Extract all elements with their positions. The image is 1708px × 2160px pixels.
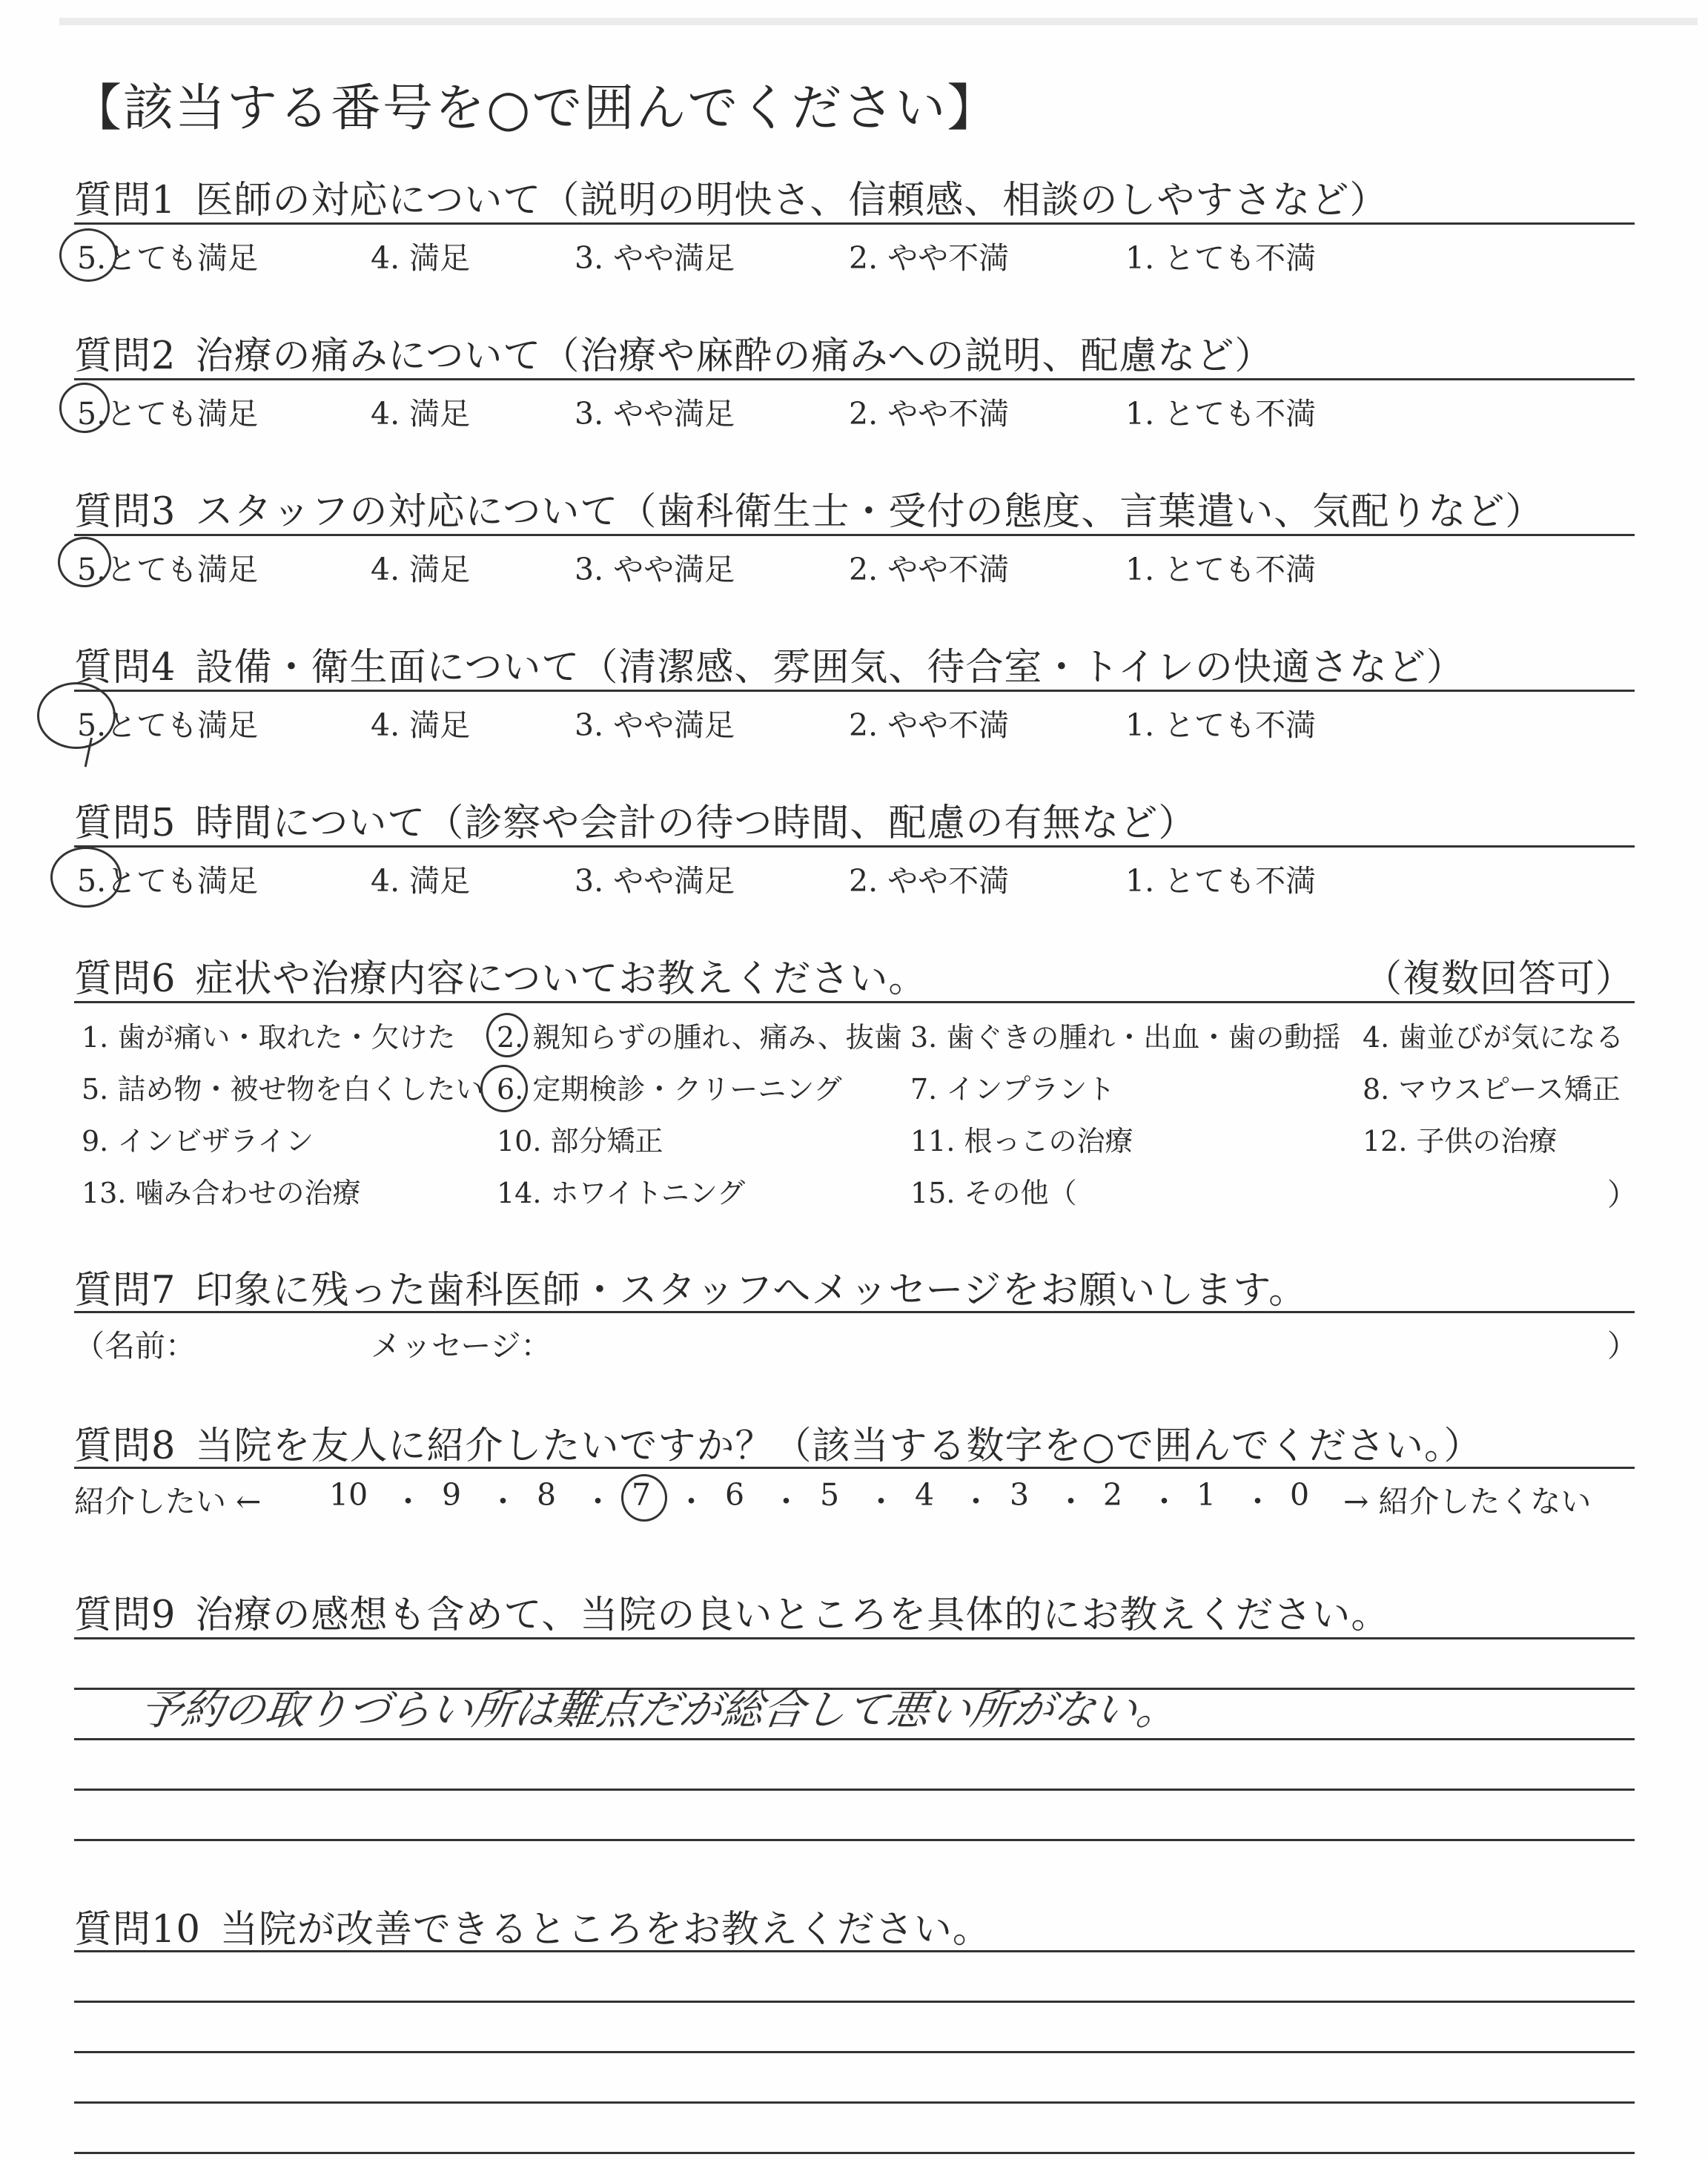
q8-dot: ・ bbox=[1056, 1484, 1086, 1519]
q2-option-4[interactable]: 4. 満足 bbox=[371, 396, 471, 432]
q10-line-2 bbox=[74, 2001, 1635, 2003]
q6-option-3[interactable]: 3. 歯ぐきの腫れ・出血・歯の動揺 bbox=[910, 1021, 1341, 1054]
q1-option-4[interactable]: 4. 満足 bbox=[371, 240, 471, 276]
question-1-title: 質問1 医師の対応について（説明の明快さ、信頼感、相談のしやすさなど） bbox=[74, 179, 1388, 222]
q8-scale-7[interactable]: 7 bbox=[632, 1477, 652, 1513]
q6-option-13[interactable]: 13. 噛み合わせの治療 bbox=[82, 1177, 361, 1209]
q6-option-6[interactable]: 6. 定期検診・クリーニング bbox=[497, 1073, 842, 1106]
q1-selection-circle bbox=[59, 228, 117, 282]
q6-option-9[interactable]: 9. インビザライン bbox=[82, 1125, 314, 1157]
q6-option-11[interactable]: 11. 根っこの治療 bbox=[910, 1125, 1133, 1157]
question-6-title: 質問6 症状や治療内容についてお教えください。 （複数回答可） bbox=[74, 948, 927, 1003]
question-4-title: 質問4 設備・衛生面について（清潔感、雰囲気、待合室・トイレの快適さなど） bbox=[74, 646, 1465, 690]
q6-option-8[interactable]: 8. マウスピース矯正 bbox=[1363, 1073, 1621, 1106]
q6-option-15[interactable]: 15. その他（ bbox=[910, 1177, 1077, 1209]
question-4-rule bbox=[74, 690, 1635, 692]
q8-dot: ・ bbox=[583, 1484, 613, 1519]
q10-line-1 bbox=[74, 1950, 1635, 1952]
q6-close-paren: ） bbox=[1607, 1177, 1638, 1212]
q4-selection-circle bbox=[37, 682, 116, 749]
q8-scale-5[interactable]: 5 bbox=[820, 1477, 840, 1513]
q5-option-3[interactable]: 3. やや満足 bbox=[575, 863, 735, 899]
q6-option-4[interactable]: 4. 歯並びが気になる bbox=[1363, 1021, 1624, 1054]
question-5-title: 質問5 時間について（診察や会計の待つ時間、配慮の有無など） bbox=[74, 802, 1197, 845]
q10-line-3 bbox=[74, 2051, 1635, 2053]
question-7-title: 質問7 印象に残った歯科医師・スタッフへメッセージをお願いします。 bbox=[74, 1269, 1308, 1312]
q6-selection-circle-2 bbox=[486, 1013, 528, 1057]
q8-left-label: 紹介したい ← bbox=[74, 1484, 262, 1519]
q9-line-1 bbox=[74, 1637, 1635, 1639]
question-3-title: 質問3 スタッフの対応について（歯科衛生士・受付の態度、言葉遣い、気配りなど） bbox=[74, 490, 1544, 534]
q8-dot: ・ bbox=[961, 1484, 991, 1519]
q9-line-5 bbox=[74, 1839, 1635, 1841]
q7-message-label[interactable]: メッセージ： bbox=[371, 1328, 552, 1364]
q6-option-1[interactable]: 1. 歯が痛い・取れた・欠けた bbox=[82, 1021, 456, 1054]
q1-option-3[interactable]: 3. やや満足 bbox=[575, 240, 735, 276]
q10-line-4 bbox=[74, 2101, 1635, 2104]
q2-option-2[interactable]: 2. やや不満 bbox=[849, 396, 1010, 432]
scan-edge bbox=[59, 18, 1698, 25]
q3-selection-circle bbox=[58, 537, 111, 587]
q1-option-5[interactable]: 5.とても満足 bbox=[77, 240, 259, 276]
q8-scale-0[interactable]: 0 bbox=[1290, 1477, 1310, 1513]
q1-option-1[interactable]: 1. とても不満 bbox=[1125, 240, 1317, 276]
q8-dot: ・ bbox=[393, 1484, 423, 1519]
q4-option-4[interactable]: 4. 満足 bbox=[371, 707, 471, 743]
q8-dot: ・ bbox=[866, 1484, 896, 1519]
q6-option-5[interactable]: 5. 詰め物・被せ物を白くしたい bbox=[82, 1073, 484, 1106]
q8-dot: ・ bbox=[1149, 1484, 1179, 1519]
q8-selection-circle bbox=[621, 1474, 667, 1522]
q7-name-label[interactable]: （名前： bbox=[74, 1328, 196, 1364]
q2-selection-circle bbox=[59, 383, 110, 433]
question-8-rule bbox=[74, 1467, 1635, 1469]
q6-option-14[interactable]: 14. ホワイトニング bbox=[497, 1177, 746, 1209]
q3-option-3[interactable]: 3. やや満足 bbox=[575, 552, 735, 587]
q6-option-2[interactable]: 2. 親知らずの腫れ、痛み、抜歯 bbox=[497, 1021, 902, 1054]
q8-scale-6[interactable]: 6 bbox=[725, 1477, 745, 1513]
q9-handwritten-answer[interactable]: 予約の取りづらい所は難点だが総合して悪い所がない。 bbox=[136, 1686, 1182, 1734]
question-5-rule bbox=[74, 845, 1635, 848]
q8-scale-1[interactable]: 1 bbox=[1196, 1477, 1217, 1513]
q3-option-5[interactable]: 5.とても満足 bbox=[77, 552, 259, 587]
question-9-title: 質問9 治療の感想も含めて、当院の良いところを具体的にお教えください。 bbox=[74, 1593, 1390, 1637]
q2-option-1[interactable]: 1. とても不満 bbox=[1125, 396, 1317, 432]
q8-scale-9[interactable]: 9 bbox=[442, 1477, 462, 1513]
q7-close-paren: ） bbox=[1607, 1328, 1638, 1364]
form-header: 【該当する番号を○で囲んでください】 bbox=[71, 79, 999, 138]
q6-option-12[interactable]: 12. 子供の治療 bbox=[1363, 1125, 1558, 1157]
q3-option-1[interactable]: 1. とても不満 bbox=[1125, 552, 1317, 587]
q2-option-3[interactable]: 3. やや満足 bbox=[575, 396, 735, 432]
q3-option-4[interactable]: 4. 満足 bbox=[371, 552, 471, 587]
question-1-rule bbox=[74, 222, 1635, 225]
q5-option-2[interactable]: 2. やや不満 bbox=[849, 863, 1010, 899]
q5-option-5[interactable]: 5.とても満足 bbox=[77, 863, 259, 899]
q4-option-1[interactable]: 1. とても不満 bbox=[1125, 707, 1317, 743]
q3-option-2[interactable]: 2. やや不満 bbox=[849, 552, 1010, 587]
q8-scale-10[interactable]: 10 bbox=[329, 1477, 368, 1513]
question-2-rule bbox=[74, 378, 1635, 380]
question-3-rule bbox=[74, 534, 1635, 536]
q10-line-5 bbox=[74, 2152, 1635, 2154]
q8-right-label: → 紹介したくない bbox=[1343, 1484, 1592, 1519]
q6-note: （複数回答可） bbox=[1364, 957, 1635, 1001]
question-10-title: 質問10 当院が改善できるところをお教えください。 bbox=[74, 1908, 991, 1952]
question-6-rule bbox=[74, 1001, 1635, 1003]
q6-selection-circle-6 bbox=[480, 1065, 528, 1112]
q8-scale-8[interactable]: 8 bbox=[537, 1477, 557, 1513]
q8-scale-2[interactable]: 2 bbox=[1103, 1477, 1123, 1513]
question-7-rule bbox=[74, 1311, 1635, 1313]
q4-option-5[interactable]: 5.とても満足 bbox=[77, 707, 259, 743]
q4-option-3[interactable]: 3. やや満足 bbox=[575, 707, 735, 743]
q9-line-3 bbox=[74, 1738, 1635, 1740]
q6-option-7[interactable]: 7. インプラント bbox=[910, 1073, 1116, 1106]
q5-option-4[interactable]: 4. 満足 bbox=[371, 863, 471, 899]
q6-option-10[interactable]: 10. 部分矯正 bbox=[497, 1125, 663, 1157]
q5-option-1[interactable]: 1. とても不満 bbox=[1125, 863, 1317, 899]
q8-dot: ・ bbox=[676, 1484, 706, 1519]
question-8-title: 質問8 当院を友人に紹介したいですか？（該当する数字を○で囲んでください。） bbox=[74, 1424, 1483, 1468]
q8-dot: ・ bbox=[488, 1484, 518, 1519]
q9-line-4 bbox=[74, 1789, 1635, 1791]
q4-option-2[interactable]: 2. やや不満 bbox=[849, 707, 1010, 743]
question-2-title: 質問2 治療の痛みについて（治療や麻酔の痛みへの説明、配慮など） bbox=[74, 334, 1274, 378]
q5-selection-circle bbox=[50, 847, 122, 908]
q8-scale-3[interactable]: 3 bbox=[1010, 1477, 1030, 1513]
q2-option-5[interactable]: 5.とても満足 bbox=[77, 396, 259, 432]
q8-dot: ・ bbox=[1242, 1484, 1273, 1519]
q1-option-2[interactable]: 2. やや不満 bbox=[849, 240, 1010, 276]
q8-scale-4[interactable]: 4 bbox=[915, 1477, 935, 1513]
q8-dot: ・ bbox=[771, 1484, 801, 1519]
